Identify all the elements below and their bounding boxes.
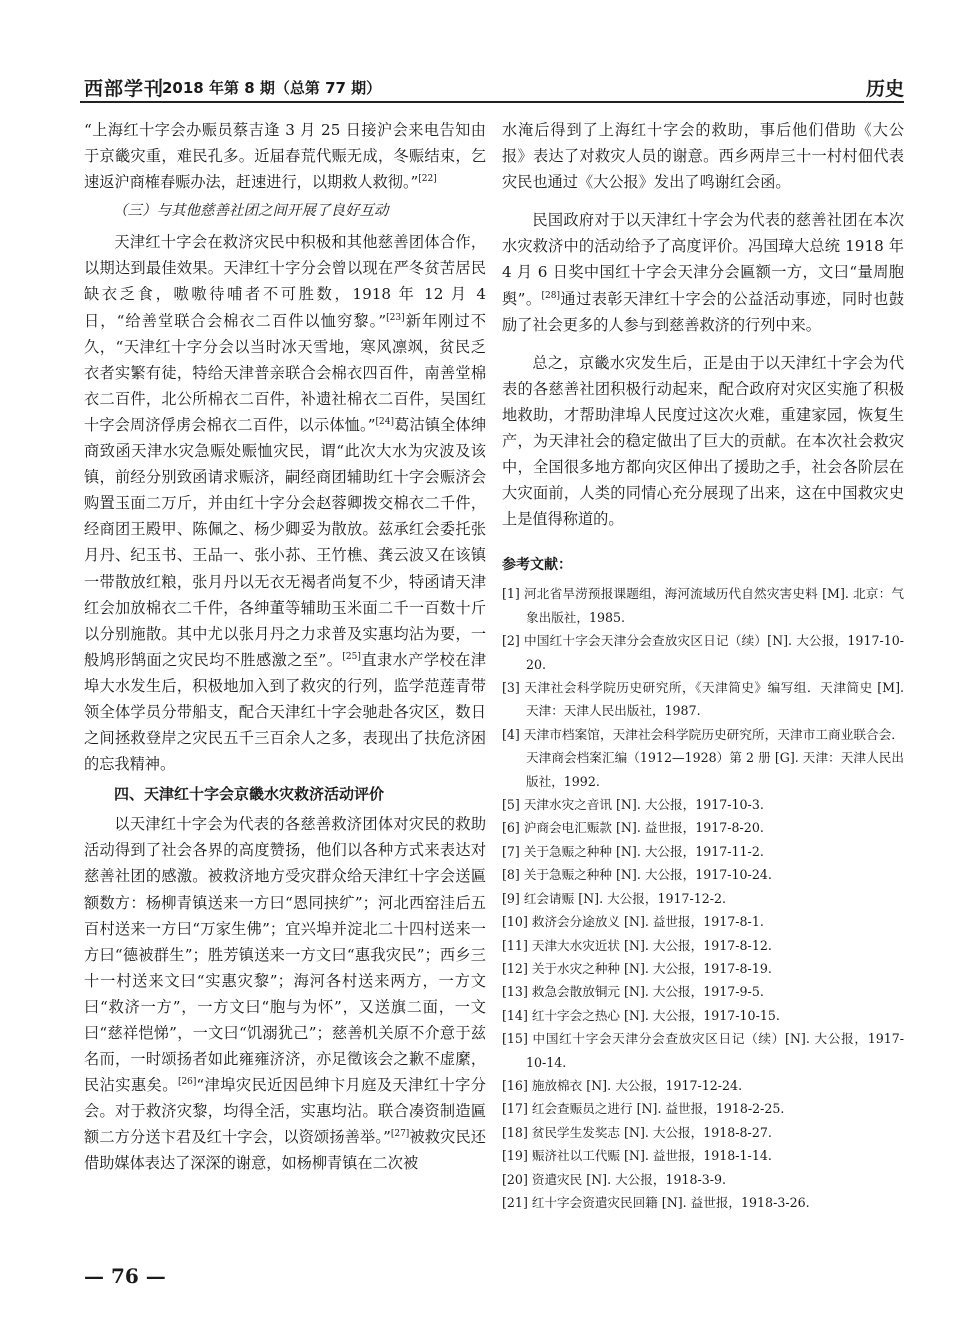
reference-item: [1] 河北省旱涝预报课题组，海河流域历代自然灾害史料 [M]. 北京：气象出版社，1985. bbox=[502, 586, 904, 625]
paragraph-text: 葛沽镇全体绅商致函天津水灾急赈处赈恤灾民，谓“此次大水为灾波及该镇，前经分别致函请求赈济，嗣经商团辅助红十字会赈济会购置玉面二万斤，并由红十字分会赵蓉卿拨交棉衣二千件，经商团王殿甲、陈佩之、杨少卿妥为散放。兹承红会委托张月丹、纪玉书、王品一、张小荪、王竹樵、龚云波又在该镇一带散放红粮，张月丹以无衣无褐者尚复不少，特函请天津红会加放棉衣二千件，各绅董等辅助玉米面二千一百数十斤以分别施散。其中尤以张月丹之力求普及实惠均沾为要，一般鸠形鹄面之灾民均不胜感激之至”。 bbox=[84, 415, 487, 669]
issue-info: 2018 年第 8 期（总第 77 期） bbox=[162, 79, 382, 97]
paragraph-text: 以天津红十字会为代表的各慈善救济团体对灾民的救助活动得到了社会各界的高度赞扬，他们以各种方式来表达对慈善社团的感激。被救济地方受灾群众给天津红十字会送匾额数方：杨柳青镇送来一方曰“恩同挟纩”；河北西窑洼后五百村送来一方曰“万家生佛”；宜兴埠并淀北二十四村送来一方曰“德被群生”；胜芳镇送来一方文曰“惠我灾民”；西乡三十一村送来文曰“实惠灾黎”；海河各村送来两方，一方文曰“救济一方”，一方文曰“胞与为怀”，又送旗二面，一文曰“慈祥恺悌”，一文曰“饥溺犹己”；慈善机关原不介意于兹名而，一时颂扬者如此雍雍济济，亦足徵该会之歉不虚縻，民沾实惠矣。 bbox=[84, 815, 486, 1095]
subsection-heading: （三）与其他慈善社团之间开展了良好互动 bbox=[113, 203, 389, 220]
paragraph bbox=[84, 811, 486, 1176]
reference-item: [4] 天津市档案馆，天津社会科学院历史研究所，天津市工商业联合会．天津商会档案汇编（1912—1928）第 2 册 [G]. 天津：天津人民出版社，1992. bbox=[502, 726, 904, 789]
reference-item: [14] 红十字会之热心 [N]. 大公报，1917-10-15. bbox=[502, 1007, 780, 1023]
reference-item: [9] 红会请赈 [N]. 大公报，1917-12-2. bbox=[502, 890, 727, 906]
reference-item: [13] 救急会散放铜元 [N]. 大公报，1917-9-5. bbox=[502, 984, 764, 1000]
paragraph-text: 新年刚过不久，“天津红十字分会以当时冰天雪地，寒风凛飒，贫民乏衣者实繁有徒，特给天津普亲联合会棉衣四百件，南善堂棉衣二百件，北公所棉衣二百件，补遗社棉衣二百件，吴国红十字会周济俘虏会棉衣二百件，以示体恤。” bbox=[84, 311, 487, 434]
page-header bbox=[84, 72, 904, 98]
reference-item: [12] 关于水灾之种种 [N]. 大公报，1917-8-19. bbox=[502, 960, 772, 976]
left-column bbox=[84, 117, 486, 1177]
section-heading: 四、天津红十字会京畿水灾救济活动评价 bbox=[114, 785, 385, 804]
reference-item: [10] 救济会分途放义 [N]. 益世报，1917-8-1. bbox=[502, 914, 764, 930]
citation: [28] bbox=[541, 290, 560, 301]
paragraph bbox=[502, 207, 904, 337]
reference-item: [17] 红会查赈员之进行 [N]. 益世报，1918-2-25. bbox=[502, 1101, 785, 1117]
citation: [25] bbox=[342, 651, 361, 662]
paragraph bbox=[84, 117, 486, 195]
references-list bbox=[502, 582, 904, 1214]
reference-item: [7] 关于急赈之种种 [N]. 大公报，1917-11-2. bbox=[502, 843, 764, 859]
paragraph-text: 直隶水产学校在津埠大水发生后，积极地加入到了救灾的行列，监学范莲青带领全体学员分带船支，配合天津红十字会驰赴各灾区，数日之间拯救登岸之灾民五千三百余人之多，表现出了扶危济困的忘我精神。 bbox=[84, 650, 487, 774]
reference-item: [8] 关于急赈之种种 [N]. 大公报，1917-10-24. bbox=[502, 867, 772, 883]
reference-item: [3] 天津社会科学院历史研究所，《天津简史》编写组．天津简史 [M]. 天津：天津人民出版社，1987. bbox=[502, 680, 904, 719]
reference-item: [6] 沪商会电汇赈款 [N]. 益世报，1917-8-20. bbox=[502, 820, 764, 836]
citation: [22] bbox=[418, 174, 437, 185]
right-column bbox=[502, 117, 904, 1214]
paragraph bbox=[84, 229, 486, 777]
citation: [27] bbox=[390, 1129, 410, 1140]
header-rule bbox=[80, 101, 904, 103]
paragraph-text: 民国政府对于以天津红十字会为代表的慈善社团在本次水灾救济中的活动给予了高度评价。冯国璋大总统 1918 年 4 月 6 日奖中国红十字会天津分会匾额一方，文曰“量周胞舆”。 bbox=[502, 211, 904, 308]
reference-item: [2] 中国红十字会天津分会查放灾区日记（续）[N]. 大公报，1917-10-20. bbox=[502, 633, 904, 672]
reference-item: [11] 天津大水灾近状 [N]. 大公报，1917-8-12. bbox=[502, 937, 772, 953]
reference-item: [19] 赈济社以工代赈 [N]. 益世报，1918-1-14. bbox=[502, 1148, 772, 1164]
reference-item: [18] 贫民学生发奖志 [N]. 大公报，1918-8-27. bbox=[502, 1124, 772, 1140]
paragraph-text: 天津红十字会在救济灾民中积极和其他慈善团体合作，以期达到最佳效果。天津红十字分会曾以现在严冬贫苦居民缺衣乏食，嗷嗷待哺者不可胜数，1918 年 12 月 4 日，“给善堂联合会棉衣二百件以恤穷黎。” bbox=[84, 233, 486, 330]
reference-item: [16] 施放棉衣 [N]. 大公报，1917-12-24. bbox=[502, 1077, 743, 1093]
page-number: — 76 — bbox=[84, 1264, 166, 1288]
reference-item: [21] 红十字会资遣灾民回籍 [N]. 益世报，1918-3-26. bbox=[502, 1194, 810, 1210]
journal-logo: 西部学刊 bbox=[84, 78, 165, 100]
section-title: 历史 bbox=[865, 78, 904, 100]
reference-item: [15] 中国红十字会天津分会查放灾区日记（续）[N]. 大公报，1917-10-14. bbox=[502, 1031, 904, 1070]
citation: [26] bbox=[177, 1077, 197, 1088]
citation: [24] bbox=[375, 416, 394, 427]
reference-item: [20] 资遣灾民 [N]. 大公报，1918-3-9. bbox=[502, 1171, 727, 1187]
paragraph-text: “上海红十字会办赈员蔡吉逢 3 月 25 日接沪会来电告知由于京畿灾重，难民孔多。近届春荒代赈无成，冬赈结束，乞速返沪商榷春赈办法，赶速进行，以期救人救彻。” bbox=[84, 121, 486, 192]
references-title: 参考文献： bbox=[502, 557, 572, 574]
citation: [23] bbox=[386, 312, 405, 323]
paragraph: 水淹后得到了上海红十字会的救助，事后他们借助《大公报》表达了对救灾人员的谢意。西乡两岸三十一村村佃代表灾民也通过《大公报》发出了鸣谢红会函。 bbox=[502, 121, 904, 192]
paragraph-text: 通过表彰天津红十字会的公益活动事迹，同时也鼓励了社会更多的人参与到慈善救济的行列中来。 bbox=[502, 289, 905, 334]
reference-item: [5] 天津水灾之音讯 [N]. 大公报，1917-10-3. bbox=[502, 797, 764, 813]
paragraph-text: 被救灾民还借助媒体表达了深深的谢意，如杨柳青镇在二次被 bbox=[84, 1128, 486, 1173]
paragraph: 总之，京畿水灾发生后，正是由于以天津红十字会为代表的各慈善社团积极行动起来，配合政府对灾区实施了积极地救助，才帮助津埠人民度过这次火难，重建家园，恢复生产，为天津社会的稳定做出了巨大的贡献。在本次社会救灾中，全国很多地方都向灾区伸出了援助之手，社会各阶层在大灾面前，人类的同情心充分展现了出来，这在中国救灾史上是值得称道的。 bbox=[502, 353, 904, 529]
paragraph-text: “津埠灾民近因邑绅卞月庭及天津红十字分会。对于救济灾黎，均得全活，实惠均沾。联合凑资制造匾额二方分送卞君及红十字会，以资颂扬善举。” bbox=[84, 1076, 486, 1147]
